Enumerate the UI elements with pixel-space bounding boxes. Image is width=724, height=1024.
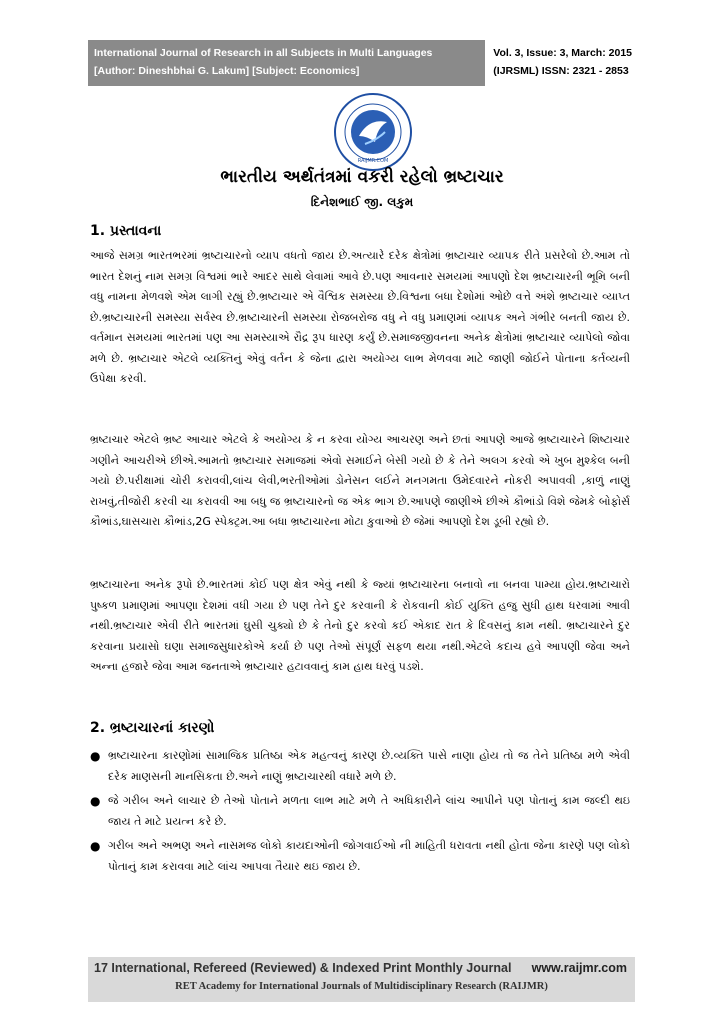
paragraph-1: આજે સમગ્ર ભારતભરમાં ભ્રષ્ટાચારનો વ્યાપ વધતો જાય છે.અત્યારે દરેક ક્ષેત્રોમાં ભ્રષ્ટાચાર વ્યાપક રીતે પ્રસરેલો છે.આમ તો ભારત દેશનું નામ સમગ્ર વિશ્વમાં ભારે આદર સાથે લેવામાં આવે છે.પણ આવનાર સમયમાં આપણો દેશ ભ્રષ્ટાચારની ભૂમિ બની વધુ નામના મેળવશે એમ લાગી રહ્યું છે.ભ્રષ્ટાચાર એ વૈશ્વિક સમસ્યા છે.વિશ્વના બધા દેશોમાં ઓછે વત્તે અંશે ભ્રષ્ટાચાર વ્યાપ્ત છે.ભ્રષ્ટાચારની સમસ્યા સર્વસ્વ છે.ભ્રષ્ટાચારની સમસ્યા રોજબરોજ વધુ ને વધુ પ્રમાણમાં વ્યાપક અને ગંભીર બનતી જાય છે. વર્તમાન સમયમાં ભારતમાં પણ આ સમસ્યાએ રૌદ્ર રૂપ ધારણ કર્યું છે.સમાજજીવનના અનેક ક્ષેત્રોમાં ભ્રષ્ટાચાર વ્યાપેલો જોવા મળે છે. ભ્રષ્ટાચાર એટલે વ્યક્તિનું એવું વર્તન કે જેના દ્વારા અયોગ્ય લાભ મેળવવા માટે જાણી જોઈને પોતાના કર્તવ્યની ઉપેક્ષા કરવી. (90, 249, 630, 385)
bullet-icon: ● (90, 839, 101, 853)
footer-academy: RET Academy for International Journals of Multidisciplinary Research (RAIJMR) (175, 981, 548, 992)
bullet-icon: ● (90, 749, 101, 763)
section-heading-causes: 2. ભ્રષ્ટાચારનાં કારણો (90, 720, 215, 736)
list-item-text: જે ગરીબ અને લાચાર છે તેઓ પોતાને મળતા લાભ માટે મળે તે અધિકારીને લાંચ આપીને પણ પોતાનું કામ જલ્દી થઇ જાય તે માટે પ્રયત્ન કરે છે. (108, 794, 630, 828)
section-heading-intro: 1. પ્રસ્તાવના (90, 223, 162, 239)
list-item (90, 791, 630, 832)
header-right (485, 40, 632, 86)
volume-info: Vol. 3, Issue: 3, March: 2015 (493, 47, 632, 59)
paragraph-2: ભ્રષ્ટાચાર એટલે ભ્રષ્ટ આચાર એટલે કે અયોગ્ય કે ન કરવા યોગ્ય આચરણ અને છતાં આપણે આજે ભ્રષ્ટાચારને શિષ્ટાચાર ગણીને આચરીએ છીએ.આમતો ભ્રષ્ટાચાર સમાજમાં એવો સમાઈને બેસી ગયો છે કે તેને અલગ કરવો એ ખુબ મુશ્કેલ બની ગયો છે.પરીક્ષામાં ચોરી કરાવવી,લાંચ લેવી,ભરતીઓમાં ડોનેસન લઈને મનગમતા ઉમેદવારને નોકરી અપાવવી ,કાળું નાણું રાખવું,તીજોરી કરવી ચા કરાવવી આ બધુ જ ભ્રષ્ટાચારનો જ એક ભાગ છે.આપણે જાણીએ છીએ કૌભાંડો વિશે જેમકે બોફોર્સ કૌભાંડ,ઘાસચારા કૌભાંડ,2G સ્પેક્ટ્રમ.આ બધા ભ્રષ્ટાચારના મોટા કુવાઓ છે જેમાં આપણો દેશ ડૂબી રહ્યો છે. (90, 433, 630, 528)
issn-info: (IJRSML) ISSN: 2321 - 2853 (493, 65, 629, 77)
header-left (88, 40, 485, 86)
causes-list (90, 746, 630, 881)
article-title: ભારતીય અર્થતંત્રમાં વકરી રહેલો ભ્રષ્ટાચાર (220, 167, 504, 187)
list-item (90, 836, 630, 877)
journal-footer (88, 957, 635, 1002)
paragraph-3: ભ્રષ્ટાચારના અનેક રૂપો છે.ભારતમાં કોઈ પણ ક્ષેત્ર એવું નથી કે જ્યાં ભ્રષ્ટાચારના બનાવો ના બનવા પામ્યા હોય.ભ્રષ્ટાચારો પુષ્કળ પ્રમાણમાં આપણા દેશમાં વધી ગયા છે પણ તેને દુર કરવાની કે રોકવાની કોઈ યુક્તિ હજુ સુધી હાથ ધરવામાં આવી નથી.ભ્રષ્ટાચાર એવી રીતે ભારતમાં ઘુસી ચુક્યો છે કે તેનો દુર કરવો કઈ એકાદ રાત કે દિવસનું કામ નથી. ભ્રષ્ટાચારને દુર કરવાના પ્રયાસો ઘણા સમાજસુધારકોએ કર્યા છે પણ તેઓ સંપૂર્ણ સફળ થયા નથી.એટલે કદાચ હવે આપણી જેવા અને અન્ના હજારે જેવા આમ જનતાએ ભ્રષ્ટાચાર હટાવવાનું કામ હાથ ધરવું પડશે. (90, 578, 630, 673)
logo-text: RAIJMR.COM (357, 158, 389, 164)
journal-header (88, 40, 632, 86)
journal-logo-icon (333, 92, 413, 172)
list-item-text: ભ્રષ્ટાચારના કારણોમાં સામાજિક પ્રતિષ્ઠા એક મહત્વનું કારણ છે.વ્યક્તિ પાસે નાણા હોય તો જ તેને પ્રતિષ્ઠા મળે એવી દરેક માણસની માનસિકતા છે.અને નાણું ભ્રષ્ટાચારથી વધારે મળે છે. (108, 749, 630, 783)
list-item-text: ગરીબ અને અભણ અને નાસમજ લોકો કાયદાઓની જોગવાઈઓ ની માહિતી ધરાવતા નથી હોતા જેના કારણે પણ લોકો પોતાનું કામ કરાવવા માટે લાંચ આપવા તૈયાર થઇ જાય છે. (108, 839, 630, 873)
author-subject: [Author: Dineshbhai G. Lakum] [Subject: Economics] (94, 65, 360, 77)
journal-name: International Journal of Research in all Subjects in Multi Languages (94, 47, 433, 59)
footer-website-link[interactable]: www.raijmr.com (531, 961, 627, 975)
footer-page-line: 17 International, Refereed (Reviewed) & Indexed Print Monthly Journal (94, 961, 512, 975)
bullet-icon: ● (90, 794, 101, 808)
article-author: દિનેશભાઈ જી. લકુમ (310, 195, 414, 209)
list-item (90, 746, 630, 787)
